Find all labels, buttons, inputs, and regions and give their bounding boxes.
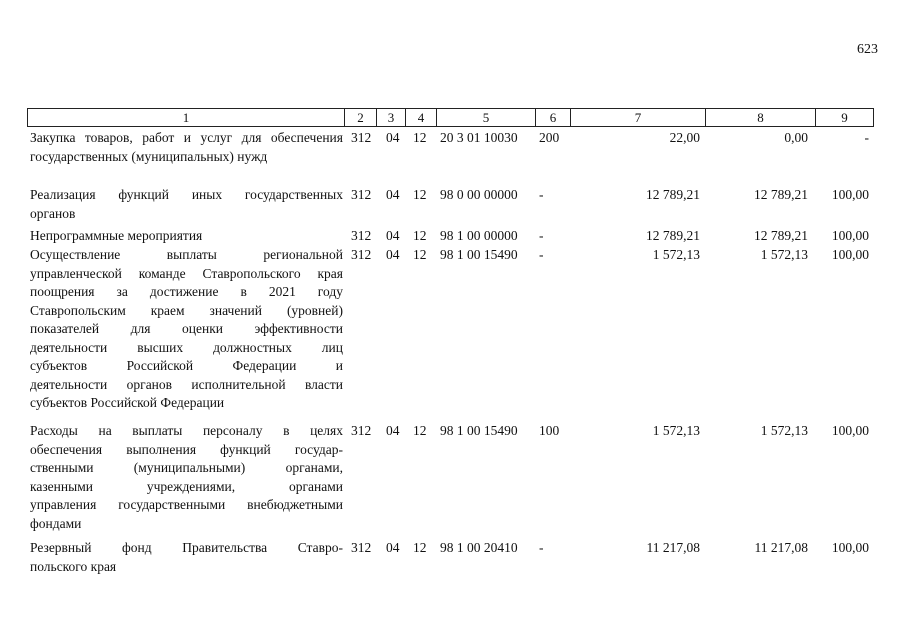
cell-c6: - (539, 247, 544, 262)
cell-c9: 100,00 (831, 228, 869, 243)
description-line: Осуществление выплаты региональной (30, 247, 343, 262)
cell-c6: - (539, 228, 544, 243)
row-description (30, 246, 343, 413)
description-line: обеспечения выполнения функций государ- (30, 441, 343, 457)
cell-c5: 98 0 00 00000 (440, 187, 518, 202)
cell-c2: 312 (351, 228, 372, 243)
cell-c9: 100,00 (831, 540, 869, 555)
row-description (30, 186, 343, 223)
description-line: субъектов Российской Федерации (30, 395, 225, 410)
cell-c7: 22,00 (669, 130, 700, 145)
header-col-2: 2 (344, 108, 377, 127)
header-col-7: 7 (570, 108, 706, 127)
cell-c9: - (864, 130, 869, 145)
cell-c3: 04 (386, 247, 400, 262)
description-line: ственными (муниципальными) органами, (30, 460, 343, 475)
cell-c7: 1 572,13 (652, 247, 700, 262)
description-line: казенными учреждениями, органами (30, 478, 343, 494)
description-line: фондами (30, 515, 82, 531)
description-line: субъектов Российской Федерации и (30, 358, 343, 373)
description-line: Закупка товаров, работ и услуг для обеспечения (30, 130, 343, 145)
cell-c6: - (539, 540, 544, 555)
cell-c3: 04 (386, 130, 400, 145)
description-line: государственных (муниципальных) нужд (30, 148, 268, 164)
description-line: управленческой команде Ставропольского края (30, 265, 343, 281)
description-line: Расходы на выплаты персоналу в целях (30, 423, 343, 438)
cell-c7: 12 789,21 (646, 228, 700, 243)
cell-c5: 98 1 00 15490 (440, 423, 518, 438)
cell-c4: 12 (413, 540, 427, 555)
header-col-6: 6 (535, 108, 571, 127)
cell-c6: 100 (539, 423, 560, 438)
cell-c5: 20 3 01 10030 (440, 130, 518, 145)
cell-c9: 100,00 (831, 187, 869, 202)
description-line: польского края (30, 558, 117, 574)
cell-c2: 312 (351, 540, 372, 555)
header-col-4: 4 (405, 108, 437, 127)
header-col-9: 9 (815, 108, 874, 127)
description-line: показателей для оценки эффективности (30, 321, 343, 336)
description-line: Ставропольским краем значений (уровней) (30, 302, 343, 318)
cell-c2: 312 (351, 423, 372, 438)
cell-c5: 98 1 00 00000 (440, 228, 518, 243)
cell-c8: 11 217,08 (754, 540, 808, 555)
cell-c8: 12 789,21 (754, 187, 808, 202)
description-line: поощрения за достижение в 2021 году (30, 284, 343, 299)
cell-c8: 0,00 (784, 130, 808, 145)
row-description (30, 227, 343, 246)
description-line: деятельности высших должностных лиц (30, 339, 343, 355)
row-description (30, 422, 343, 533)
header-col-8: 8 (705, 108, 816, 127)
cell-c2: 312 (351, 130, 372, 145)
header-col-1: 1 (27, 108, 345, 127)
cell-c4: 12 (413, 247, 427, 262)
page-number: 623 (857, 42, 878, 57)
cell-c4: 12 (413, 228, 427, 243)
description-line: Реализация функций иных государственных (30, 187, 343, 202)
cell-c2: 312 (351, 187, 372, 202)
cell-c4: 12 (413, 130, 427, 145)
cell-c3: 04 (386, 187, 400, 202)
row-description (30, 129, 343, 166)
header-col-5: 5 (436, 108, 536, 127)
cell-c7: 1 572,13 (652, 423, 700, 438)
cell-c9: 100,00 (831, 423, 869, 438)
cell-c5: 98 1 00 20410 (440, 540, 518, 555)
cell-c4: 12 (413, 187, 427, 202)
cell-c8: 1 572,13 (760, 423, 808, 438)
cell-c8: 1 572,13 (760, 247, 808, 262)
cell-c9: 100,00 (831, 247, 869, 262)
description-line: деятельности органов исполнительной власти (30, 376, 343, 392)
cell-c3: 04 (386, 228, 400, 243)
cell-c5: 98 1 00 15490 (440, 247, 518, 262)
description-line: Резервный фонд Правительства Ставро- (30, 540, 343, 555)
row-description (30, 539, 343, 576)
cell-c7: 11 217,08 (646, 540, 700, 555)
cell-c6: 200 (539, 130, 560, 145)
cell-c8: 12 789,21 (754, 228, 808, 243)
cell-c2: 312 (351, 247, 372, 262)
cell-c4: 12 (413, 423, 427, 438)
description-line: управления государственными внебюджетными (30, 497, 343, 512)
description-line: органов (30, 205, 76, 221)
cell-c3: 04 (386, 540, 400, 555)
header-col-3: 3 (376, 108, 406, 127)
cell-c3: 04 (386, 423, 400, 438)
cell-c7: 12 789,21 (646, 187, 700, 202)
cell-c6: - (539, 187, 544, 202)
description-line: Непрограммные мероприятия (30, 228, 203, 243)
